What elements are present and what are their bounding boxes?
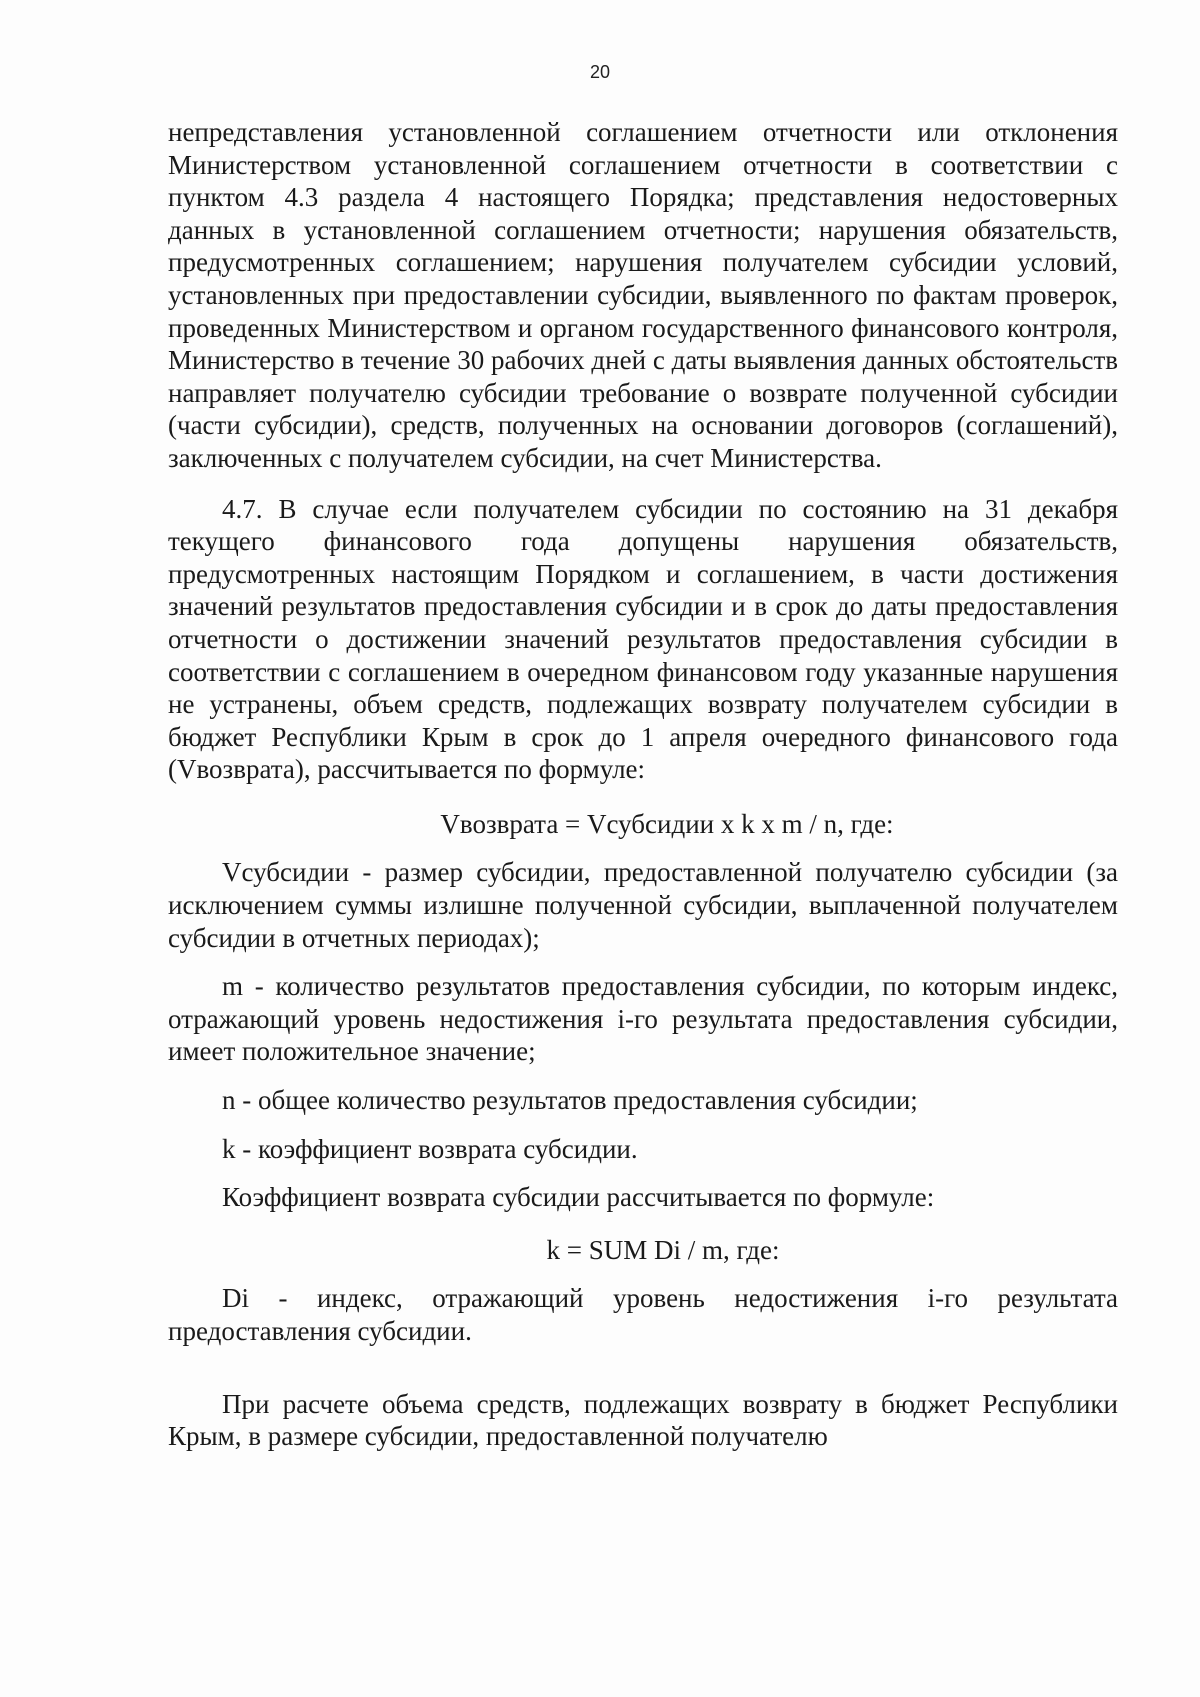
formula-return-volume: Vвозврата = Vсубсидии x k x m / n, где: xyxy=(440,808,894,839)
formula-coefficient: k = SUM Di / m, где: xyxy=(546,1234,780,1265)
paragraph-4-7: 4.7. В случае если получателем субсидии по состоянию на 31 декабря текущего финансового года допущены нарушения обязательств, предусмотренных настоящим Порядком и соглашением, в части достижения значений результатов предоставления субсидии и в срок до даты предоставления отчетности о достижении значений результатов предоставления субсидии в соответствии с соглашением в очередном финансовом году указанные нарушения не устранены, объем средств, подлежащих возврату получателем субсидии в бюджет Республики Крым в срок до 1 апреля очередного финансового года (Vвозврата), рассчитывается по формуле: xyxy=(168,493,1118,785)
definition-k: k - коэффициент возврата субсидии. xyxy=(222,1133,638,1164)
paragraph-return-requirement: непредставления установленной соглашением отчетности или отклонения Министерством установленной соглашением отчетности в соответствии с пунктом 4.3 раздела 4 настоящего Порядка; представления недостоверных данных в установленной соглашением отчетности; нарушения обязательств, предусмотренных соглашением; нарушения получателем субсидии условий, установленных при предоставлении субсидии, выявленного по фактам проверок, проведенных Министерством и органом государственного финансового контроля, Министерство в течение 30 рабочих дней с даты выявления данных обстоятельств направляет получателю субсидии требование о возврате полученной субсидии (части субсидии), средств, полученных на основании договоров (соглашений), заключенных с получателем субсидии, на счет Министерства. xyxy=(168,117,1118,473)
paragraph-calculation: При расчете объема средств, подлежащих возврату в бюджет Республики Крым, в размере субсидии, предоставленной получателю xyxy=(168,1388,1118,1452)
definition-v-subsidy: Vсубсидии - размер субсидии, предоставленной получателю субсидии (за исключением суммы излишне полученной субсидии, выплаченной получателем субсидии в отчетных периодах); xyxy=(168,857,1118,953)
definition-n: n - общее количество результатов предоставления субсидии; xyxy=(222,1085,918,1116)
definition-m: m - количество результатов предоставления субсидии, по которым индекс, отражающий уровень недостижения i-го результата предоставления субсидии, имеет положительное значение; xyxy=(168,971,1118,1067)
coefficient-intro: Коэффициент возврата субсидии рассчитывается по формуле: xyxy=(222,1182,935,1213)
document-body xyxy=(168,116,1118,1453)
definition-di: Di - индекс, отражающий уровень недостижения i-го результата предоставления субсидии. xyxy=(168,1283,1118,1346)
page-number: 20 xyxy=(589,62,611,82)
